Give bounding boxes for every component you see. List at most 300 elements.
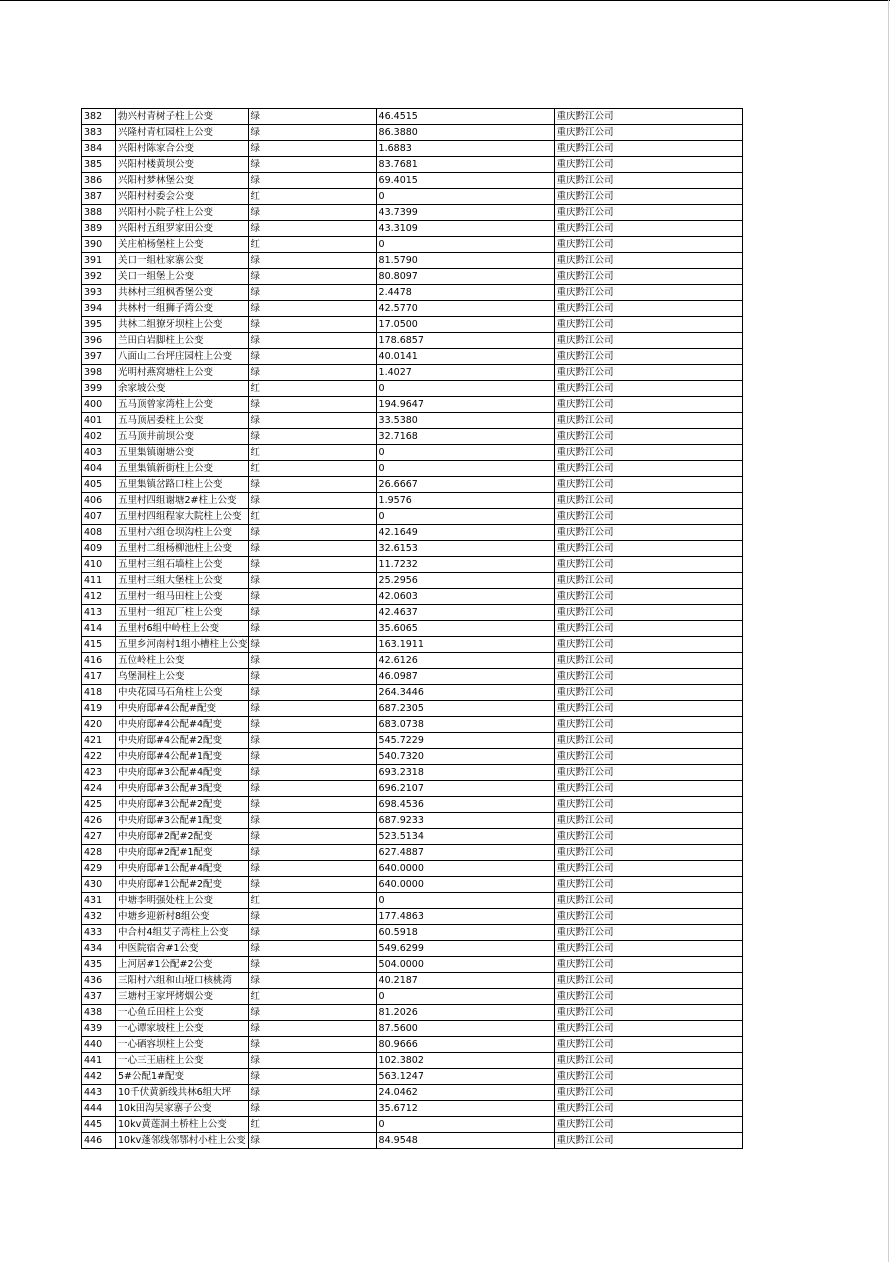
transformer-name-cell: 中央府邸#4公配#配变 — [116, 701, 249, 717]
company-cell: 重庆黔江公司 — [554, 573, 742, 589]
value-cell: 46.4515 — [376, 109, 554, 125]
status-cell: 红 — [248, 381, 376, 397]
row-number-cell: 390 — [82, 237, 116, 253]
company-cell: 重庆黔江公司 — [554, 365, 742, 381]
company-cell: 重庆黔江公司 — [554, 829, 742, 845]
value-cell: 17.0500 — [376, 317, 554, 333]
table-row — [82, 669, 743, 685]
row-number-cell: 430 — [82, 877, 116, 893]
company-cell: 重庆黔江公司 — [554, 413, 742, 429]
row-number-cell: 399 — [82, 381, 116, 397]
status-cell: 红 — [248, 461, 376, 477]
value-cell: 80.8097 — [376, 269, 554, 285]
status-cell: 绿 — [248, 669, 376, 685]
company-cell: 重庆黔江公司 — [554, 333, 742, 349]
value-cell: 84.9548 — [376, 1133, 554, 1149]
row-number-cell: 382 — [82, 109, 116, 125]
row-number-cell: 419 — [82, 701, 116, 717]
company-cell: 重庆黔江公司 — [554, 701, 742, 717]
row-number-cell: 393 — [82, 285, 116, 301]
company-cell: 重庆黔江公司 — [554, 1037, 742, 1053]
status-cell: 绿 — [248, 477, 376, 493]
transformer-name-cell: 八面山二台坪庄园柱上公变 — [116, 349, 249, 365]
row-number-cell: 411 — [82, 573, 116, 589]
value-cell: 46.0987 — [376, 669, 554, 685]
row-number-cell: 420 — [82, 717, 116, 733]
transformer-name-cell: 兴阳村村委会公变 — [116, 189, 249, 205]
table-row — [82, 621, 743, 637]
value-cell: 1.4027 — [376, 365, 554, 381]
transformer-name-cell: 兴阳村楼黄坝公变 — [116, 157, 249, 173]
transformer-name-cell: 光明村燕窝塘柱上公变 — [116, 365, 249, 381]
value-cell: 2.4478 — [376, 285, 554, 301]
row-number-cell: 401 — [82, 413, 116, 429]
status-cell: 绿 — [248, 349, 376, 365]
company-cell: 重庆黔江公司 — [554, 1069, 742, 1085]
company-cell: 重庆黔江公司 — [554, 973, 742, 989]
value-cell: 627.4887 — [376, 845, 554, 861]
table-row — [82, 1037, 743, 1053]
transformer-name-cell: 兴阳村小院子柱上公变 — [116, 205, 249, 221]
company-cell: 重庆黔江公司 — [554, 141, 742, 157]
row-number-cell: 400 — [82, 397, 116, 413]
value-cell: 640.0000 — [376, 877, 554, 893]
value-cell: 102.3802 — [376, 1053, 554, 1069]
status-cell: 绿 — [248, 813, 376, 829]
value-cell: 563.1247 — [376, 1069, 554, 1085]
value-cell: 42.5770 — [376, 301, 554, 317]
company-cell: 重庆黔江公司 — [554, 525, 742, 541]
transformer-name-cell: 中央府邸#4公配#2配变 — [116, 733, 249, 749]
table-row — [82, 573, 743, 589]
table-row — [82, 637, 743, 653]
value-cell: 60.5918 — [376, 925, 554, 941]
table-row — [82, 1005, 743, 1021]
table-row — [82, 685, 743, 701]
row-number-cell: 444 — [82, 1101, 116, 1117]
company-cell: 重庆黔江公司 — [554, 605, 742, 621]
value-cell: 32.6153 — [376, 541, 554, 557]
row-number-cell: 406 — [82, 493, 116, 509]
company-cell: 重庆黔江公司 — [554, 797, 742, 813]
transformer-name-cell: 一心谭家坡柱上公变 — [116, 1021, 249, 1037]
row-number-cell: 386 — [82, 173, 116, 189]
status-cell: 绿 — [248, 749, 376, 765]
status-cell: 绿 — [248, 205, 376, 221]
value-cell: 35.6712 — [376, 1101, 554, 1117]
status-cell: 绿 — [248, 861, 376, 877]
company-cell: 重庆黔江公司 — [554, 205, 742, 221]
table-row — [82, 413, 743, 429]
status-cell: 绿 — [248, 541, 376, 557]
table-row — [82, 589, 743, 605]
value-cell: 0 — [376, 237, 554, 253]
row-number-cell: 383 — [82, 125, 116, 141]
table-row — [82, 157, 743, 173]
row-number-cell: 394 — [82, 301, 116, 317]
status-cell: 绿 — [248, 413, 376, 429]
company-cell: 重庆黔江公司 — [554, 269, 742, 285]
company-cell: 重庆黔江公司 — [554, 237, 742, 253]
transformer-name-cell: 五马顶井前坝公变 — [116, 429, 249, 445]
status-cell: 绿 — [248, 957, 376, 973]
transformer-name-cell: 10kv蓬邻线邻鄂村小柱上公变 — [116, 1133, 249, 1149]
row-number-cell: 442 — [82, 1069, 116, 1085]
table-row — [82, 557, 743, 573]
row-number-cell: 432 — [82, 909, 116, 925]
transformer-name-cell: 五里村一组瓦厂柱上公变 — [116, 605, 249, 621]
company-cell: 重庆黔江公司 — [554, 221, 742, 237]
status-cell: 红 — [248, 445, 376, 461]
status-cell: 绿 — [248, 845, 376, 861]
row-number-cell: 437 — [82, 989, 116, 1005]
company-cell: 重庆黔江公司 — [554, 557, 742, 573]
company-cell: 重庆黔江公司 — [554, 509, 742, 525]
row-number-cell: 445 — [82, 1117, 116, 1133]
transformer-name-cell: 五马顶居委柱上公变 — [116, 413, 249, 429]
company-cell: 重庆黔江公司 — [554, 861, 742, 877]
row-number-cell: 398 — [82, 365, 116, 381]
transformer-name-cell: 中央花园马石角柱上公变 — [116, 685, 249, 701]
value-cell: 42.1649 — [376, 525, 554, 541]
status-cell: 绿 — [248, 733, 376, 749]
row-number-cell: 434 — [82, 941, 116, 957]
value-cell: 32.7168 — [376, 429, 554, 445]
transformer-name-cell: 中央府邸#1公配#4配变 — [116, 861, 249, 877]
transformer-name-cell: 五里集镇新街柱上公变 — [116, 461, 249, 477]
transformer-name-cell: 共林村一组狮子湾公变 — [116, 301, 249, 317]
table-row — [82, 653, 743, 669]
row-number-cell: 395 — [82, 317, 116, 333]
table-row — [82, 397, 743, 413]
transformer-name-cell: 五里乡河南村1组小槽柱上公变 — [116, 637, 249, 653]
value-cell: 1.6883 — [376, 141, 554, 157]
company-cell: 重庆黔江公司 — [554, 1117, 742, 1133]
status-cell: 绿 — [248, 429, 376, 445]
transformer-name-cell: 共林二组獠牙坝柱上公变 — [116, 317, 249, 333]
table-row — [82, 941, 743, 957]
value-cell: 40.2187 — [376, 973, 554, 989]
row-number-cell: 439 — [82, 1021, 116, 1037]
transformer-name-cell: 共林村三组枫香堡公变 — [116, 285, 249, 301]
table-row — [82, 125, 743, 141]
transformer-name-cell: 五里集镇谢塘公变 — [116, 445, 249, 461]
row-number-cell: 384 — [82, 141, 116, 157]
value-cell: 35.6065 — [376, 621, 554, 637]
status-cell: 绿 — [248, 301, 376, 317]
table-row — [82, 541, 743, 557]
value-cell: 43.7399 — [376, 205, 554, 221]
transformer-name-cell: 五里村三组大堡柱上公变 — [116, 573, 249, 589]
table-row — [82, 1069, 743, 1085]
status-cell: 绿 — [248, 397, 376, 413]
table-row — [82, 285, 743, 301]
table-row — [82, 493, 743, 509]
transformer-name-cell: 中央府邸#3公配#3配变 — [116, 781, 249, 797]
transformer-name-cell: 中央府邸#4公配#4配变 — [116, 717, 249, 733]
status-cell: 红 — [248, 893, 376, 909]
transformer-name-cell: 一心硒容坝柱上公变 — [116, 1037, 249, 1053]
row-number-cell: 443 — [82, 1085, 116, 1101]
status-cell: 绿 — [248, 685, 376, 701]
company-cell: 重庆黔江公司 — [554, 173, 742, 189]
status-cell: 绿 — [248, 317, 376, 333]
transformer-name-cell: 兴阳村陈家合公变 — [116, 141, 249, 157]
company-cell: 重庆黔江公司 — [554, 589, 742, 605]
table-row — [82, 477, 743, 493]
row-number-cell: 404 — [82, 461, 116, 477]
company-cell: 重庆黔江公司 — [554, 957, 742, 973]
row-number-cell: 403 — [82, 445, 116, 461]
company-cell: 重庆黔江公司 — [554, 621, 742, 637]
value-cell: 264.3446 — [376, 685, 554, 701]
table-row — [82, 1101, 743, 1117]
table-row — [82, 365, 743, 381]
table-row — [82, 845, 743, 861]
row-number-cell: 441 — [82, 1053, 116, 1069]
row-number-cell: 431 — [82, 893, 116, 909]
table-row — [82, 269, 743, 285]
status-cell: 绿 — [248, 941, 376, 957]
value-cell: 11.7232 — [376, 557, 554, 573]
company-cell: 重庆黔江公司 — [554, 877, 742, 893]
company-cell: 重庆黔江公司 — [554, 765, 742, 781]
table-row — [82, 701, 743, 717]
company-cell: 重庆黔江公司 — [554, 317, 742, 333]
transformer-table — [81, 108, 743, 1149]
transformer-name-cell: 10千伏黄新线共林6组大坪 — [116, 1085, 249, 1101]
value-cell: 42.4637 — [376, 605, 554, 621]
status-cell: 绿 — [248, 1085, 376, 1101]
company-cell: 重庆黔江公司 — [554, 685, 742, 701]
table-row — [82, 381, 743, 397]
value-cell: 0 — [376, 1117, 554, 1133]
company-cell: 重庆黔江公司 — [554, 397, 742, 413]
transformer-name-cell: 中央府邸#3公配#1配变 — [116, 813, 249, 829]
value-cell: 87.5600 — [376, 1021, 554, 1037]
value-cell: 178.6857 — [376, 333, 554, 349]
value-cell: 0 — [376, 189, 554, 205]
row-number-cell: 423 — [82, 765, 116, 781]
company-cell: 重庆黔江公司 — [554, 845, 742, 861]
company-cell: 重庆黔江公司 — [554, 429, 742, 445]
transformer-name-cell: 关口一组堡上公变 — [116, 269, 249, 285]
table-row — [82, 333, 743, 349]
transformer-name-cell: 五里村四组谢塘2#柱上公变 — [116, 493, 249, 509]
company-cell: 重庆黔江公司 — [554, 893, 742, 909]
value-cell: 177.4863 — [376, 909, 554, 925]
value-cell: 540.7320 — [376, 749, 554, 765]
status-cell: 红 — [248, 189, 376, 205]
company-cell: 重庆黔江公司 — [554, 461, 742, 477]
table-row — [82, 1021, 743, 1037]
row-number-cell: 389 — [82, 221, 116, 237]
transformer-name-cell: 兴隆村青杠园柱上公变 — [116, 125, 249, 141]
transformer-name-cell: 中央府邸#4公配#1配变 — [116, 749, 249, 765]
transformer-name-cell: 中合村4组艾子湾柱上公变 — [116, 925, 249, 941]
value-cell: 83.7681 — [376, 157, 554, 173]
value-cell: 42.0603 — [376, 589, 554, 605]
row-number-cell: 436 — [82, 973, 116, 989]
transformer-name-cell: 三阳村六组和山垭口核桃湾 — [116, 973, 249, 989]
value-cell: 33.5380 — [376, 413, 554, 429]
value-cell: 504.0000 — [376, 957, 554, 973]
transformer-name-cell: 10k田沟吴家寨子公变 — [116, 1101, 249, 1117]
row-number-cell: 415 — [82, 637, 116, 653]
company-cell: 重庆黔江公司 — [554, 637, 742, 653]
status-cell: 绿 — [248, 1069, 376, 1085]
table-row — [82, 445, 743, 461]
table-row — [82, 861, 743, 877]
company-cell: 重庆黔江公司 — [554, 301, 742, 317]
transformer-name-cell: 中央府邸#2配#2配变 — [116, 829, 249, 845]
company-cell: 重庆黔江公司 — [554, 717, 742, 733]
company-cell: 重庆黔江公司 — [554, 925, 742, 941]
value-cell: 24.0462 — [376, 1085, 554, 1101]
row-number-cell: 417 — [82, 669, 116, 685]
row-number-cell: 446 — [82, 1133, 116, 1149]
status-cell: 绿 — [248, 717, 376, 733]
company-cell: 重庆黔江公司 — [554, 477, 742, 493]
table-row — [82, 301, 743, 317]
company-cell: 重庆黔江公司 — [554, 541, 742, 557]
status-cell: 绿 — [248, 605, 376, 621]
transformer-name-cell: 余家坡公变 — [116, 381, 249, 397]
table-row — [82, 957, 743, 973]
company-cell: 重庆黔江公司 — [554, 1085, 742, 1101]
transformer-name-cell: 中央府邸#1公配#2配变 — [116, 877, 249, 893]
table-row — [82, 461, 743, 477]
status-cell: 绿 — [248, 1101, 376, 1117]
transformer-name-cell: 五里村四组程家大院柱上公变 — [116, 509, 249, 525]
value-cell: 545.7229 — [376, 733, 554, 749]
value-cell: 81.2026 — [376, 1005, 554, 1021]
status-cell: 绿 — [248, 365, 376, 381]
table-row — [82, 429, 743, 445]
company-cell: 重庆黔江公司 — [554, 989, 742, 1005]
value-cell: 25.2956 — [376, 573, 554, 589]
status-cell: 绿 — [248, 573, 376, 589]
table-row — [82, 797, 743, 813]
status-cell: 绿 — [248, 253, 376, 269]
status-cell: 绿 — [248, 765, 376, 781]
table-row — [82, 717, 743, 733]
status-cell: 红 — [248, 237, 376, 253]
table-row — [82, 877, 743, 893]
transformer-name-cell: 乌堡洞柱上公变 — [116, 669, 249, 685]
table-row — [82, 317, 743, 333]
transformer-name-cell: 三塘村王家坪烤烟公变 — [116, 989, 249, 1005]
row-number-cell: 435 — [82, 957, 116, 973]
row-number-cell: 416 — [82, 653, 116, 669]
row-number-cell: 412 — [82, 589, 116, 605]
table-row — [82, 1085, 743, 1101]
status-cell: 绿 — [248, 1133, 376, 1149]
company-cell: 重庆黔江公司 — [554, 1133, 742, 1149]
table-row — [82, 1117, 743, 1133]
table-row — [82, 237, 743, 253]
status-cell: 绿 — [248, 525, 376, 541]
row-number-cell: 426 — [82, 813, 116, 829]
status-cell: 绿 — [248, 701, 376, 717]
value-cell: 0 — [376, 445, 554, 461]
value-cell: 696.2107 — [376, 781, 554, 797]
status-cell: 绿 — [248, 285, 376, 301]
company-cell: 重庆黔江公司 — [554, 381, 742, 397]
status-cell: 绿 — [248, 141, 376, 157]
transformer-name-cell: 关口一组杜家寨公变 — [116, 253, 249, 269]
row-number-cell: 427 — [82, 829, 116, 845]
transformer-name-cell: 五里村6组中岭柱上公变 — [116, 621, 249, 637]
transformer-name-cell: 5#公配1#配变 — [116, 1069, 249, 1085]
company-cell: 重庆黔江公司 — [554, 1021, 742, 1037]
status-cell: 绿 — [248, 109, 376, 125]
page-right-edge — [888, 0, 889, 1262]
value-cell: 86.3880 — [376, 125, 554, 141]
status-cell: 绿 — [248, 621, 376, 637]
status-cell: 红 — [248, 1117, 376, 1133]
status-cell: 绿 — [248, 493, 376, 509]
row-number-cell: 409 — [82, 541, 116, 557]
status-cell: 绿 — [248, 333, 376, 349]
transformer-name-cell: 五位岭柱上公变 — [116, 653, 249, 669]
row-number-cell: 421 — [82, 733, 116, 749]
company-cell: 重庆黔江公司 — [554, 1053, 742, 1069]
row-number-cell: 414 — [82, 621, 116, 637]
transformer-name-cell: 五里村六组仓坝沟柱上公变 — [116, 525, 249, 541]
table-row — [82, 221, 743, 237]
status-cell: 绿 — [248, 1021, 376, 1037]
transformer-name-cell: 中医院宿舍#1公变 — [116, 941, 249, 957]
company-cell: 重庆黔江公司 — [554, 781, 742, 797]
status-cell: 绿 — [248, 973, 376, 989]
table-row — [82, 173, 743, 189]
transformer-name-cell: 中央府邸#2配#1配变 — [116, 845, 249, 861]
transformer-name-cell: 一心三王庙柱上公变 — [116, 1053, 249, 1069]
table-row — [82, 205, 743, 221]
transformer-name-cell: 兴阳村梦林堡公变 — [116, 173, 249, 189]
company-cell: 重庆黔江公司 — [554, 157, 742, 173]
company-cell: 重庆黔江公司 — [554, 125, 742, 141]
transformer-name-cell: 上河居#1公配#2公变 — [116, 957, 249, 973]
row-number-cell: 428 — [82, 845, 116, 861]
status-cell: 绿 — [248, 781, 376, 797]
value-cell: 194.9647 — [376, 397, 554, 413]
table-row — [82, 1133, 743, 1149]
company-cell: 重庆黔江公司 — [554, 749, 742, 765]
value-cell: 163.1911 — [376, 637, 554, 653]
status-cell: 绿 — [248, 125, 376, 141]
table-row — [82, 909, 743, 925]
transformer-name-cell: 一心鱼丘田柱上公变 — [116, 1005, 249, 1021]
transformer-name-cell: 五里村二组杨柳池柱上公变 — [116, 541, 249, 557]
row-number-cell: 396 — [82, 333, 116, 349]
status-cell: 绿 — [248, 1053, 376, 1069]
value-cell: 43.3109 — [376, 221, 554, 237]
company-cell: 重庆黔江公司 — [554, 349, 742, 365]
row-number-cell: 385 — [82, 157, 116, 173]
row-number-cell: 413 — [82, 605, 116, 621]
value-cell: 1.9576 — [376, 493, 554, 509]
value-cell: 687.9233 — [376, 813, 554, 829]
transformer-name-cell: 五里村一组马田柱上公变 — [116, 589, 249, 605]
row-number-cell: 408 — [82, 525, 116, 541]
table-row — [82, 989, 743, 1005]
status-cell: 绿 — [248, 557, 376, 573]
table-row — [82, 813, 743, 829]
row-number-cell: 405 — [82, 477, 116, 493]
value-cell: 523.5134 — [376, 829, 554, 845]
